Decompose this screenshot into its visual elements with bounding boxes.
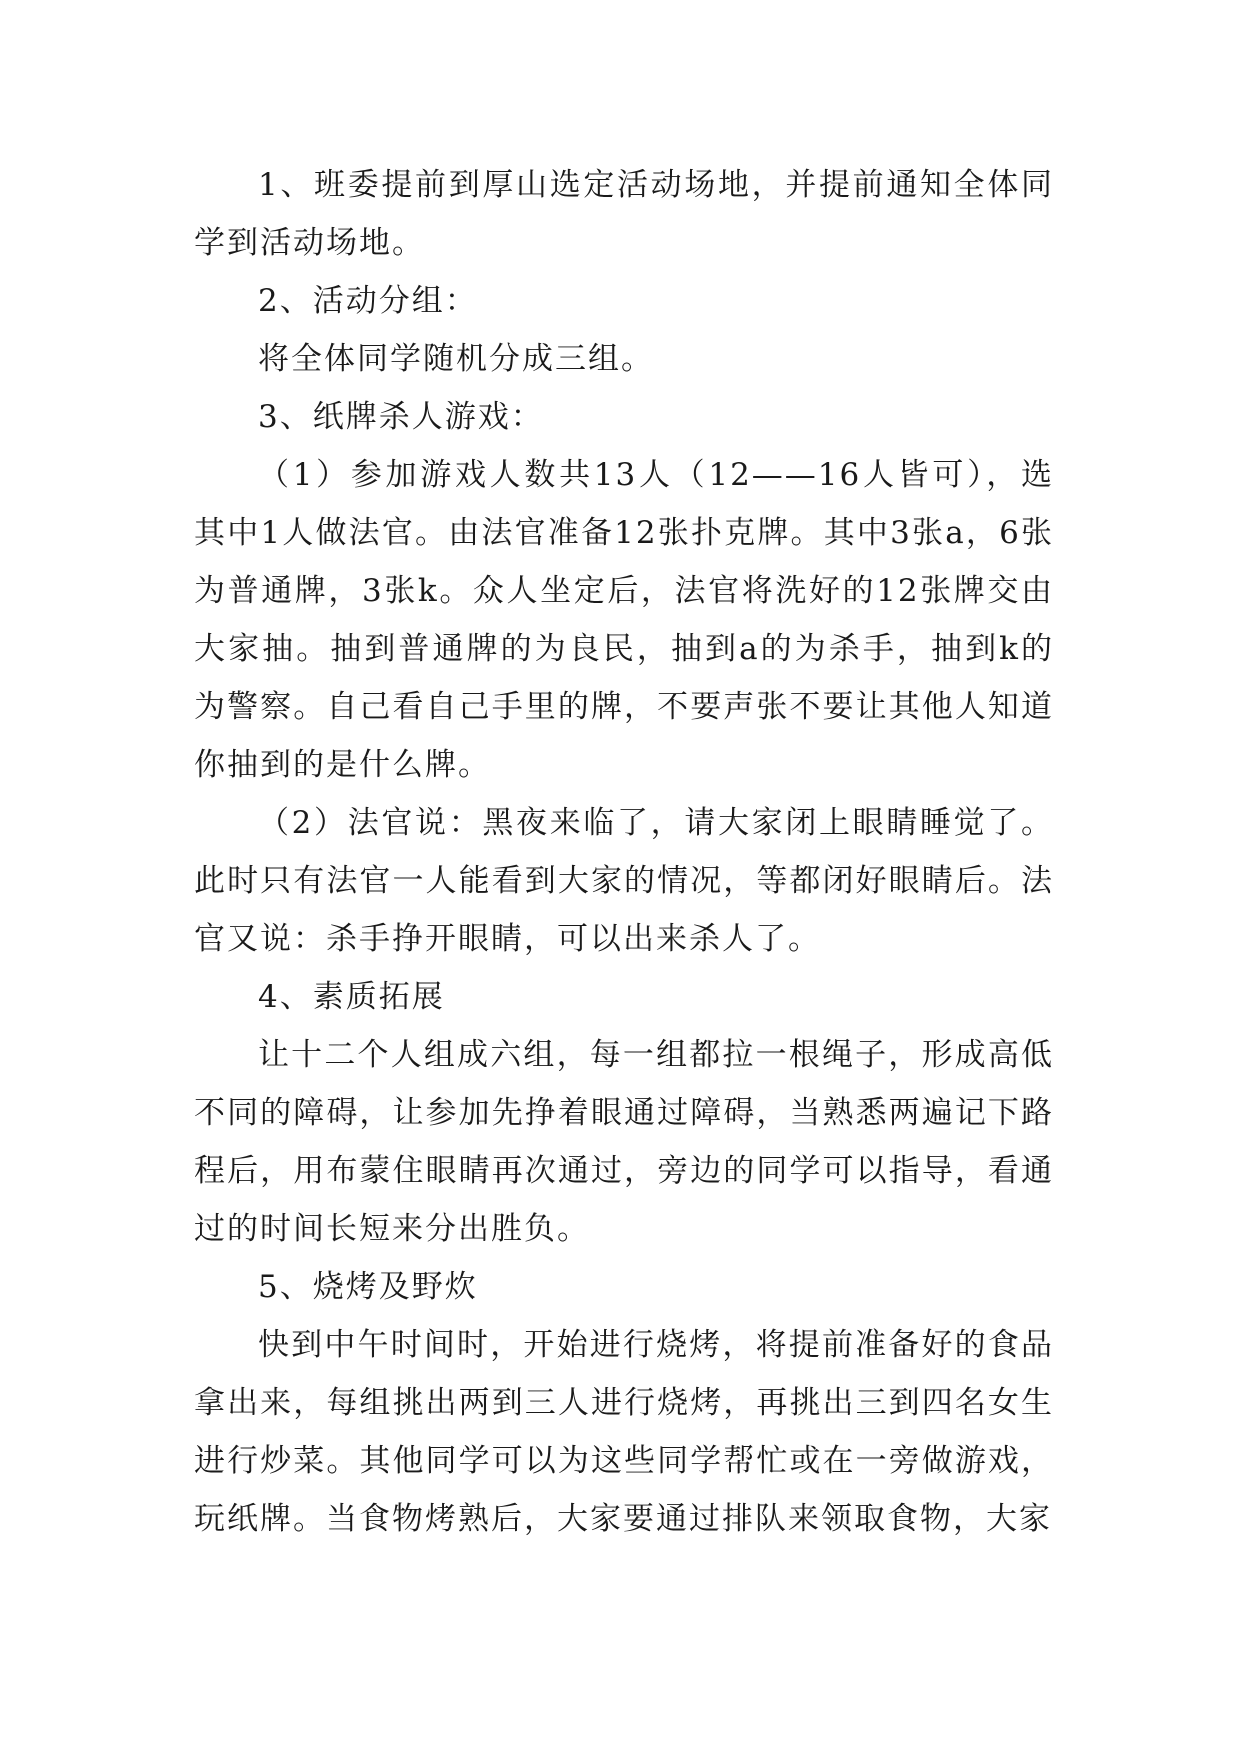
item-2-heading: 2、活动分组： xyxy=(258,283,478,319)
game-rule-1-paragraph: （1）参加游戏人数共13人（12——16人皆可），选其中1人做法官。由法官准备12张扑克牌。其中3张a，6张为普通牌，3张k。众人坐定后，法官将洗好的12张牌交由大家抽。抽到普通牌的为良民，抽到a的为杀手，抽到k的为警察。自己看自己手里的牌，不要声张不要让其他人知道你抽到的是什么牌。 xyxy=(194,457,1054,783)
item-3-heading: 3、纸牌杀人游戏： xyxy=(258,399,544,435)
game-rule-2-paragraph: （2）法官说：黑夜来临了，请大家闭上眼睛睡觉了。此时只有法官一人能看到大家的情况，等都闭好眼睛后。法官又说：杀手挣开眼睛，可以出来杀人了。 xyxy=(194,805,1054,957)
expansion-paragraph: 让十二个人组成六组，每一组都拉一根绳子，形成高低不同的障碍，让参加先挣着眼通过障碍，当熟悉两遍记下路程后，用布蒙住眼睛再次通过，旁边的同学可以指导，看通过的时间长短来分出胜负。 xyxy=(194,1037,1054,1247)
item-5-heading: 5、烧烤及野炊 xyxy=(258,1269,478,1305)
item-4-heading: 4、素质拓展 xyxy=(258,979,445,1015)
document-body xyxy=(194,156,1054,1548)
item-1-paragraph: 1、班委提前到厚山选定活动场地，并提前通知全体同学到活动场地。 xyxy=(194,167,1054,261)
grouping-paragraph: 将全体同学随机分成三组。 xyxy=(258,341,654,377)
bbq-paragraph: 快到中午时间时，开始进行烧烤，将提前准备好的食品拿出来，每组挑出两到三人进行烧烤，再挑出三到四名女生进行炒菜。其他同学可以为这些同学帮忙或在一旁做游戏，玩纸牌。当食物烤熟后，大家要通过排队来领取食物，大家 xyxy=(194,1327,1054,1537)
